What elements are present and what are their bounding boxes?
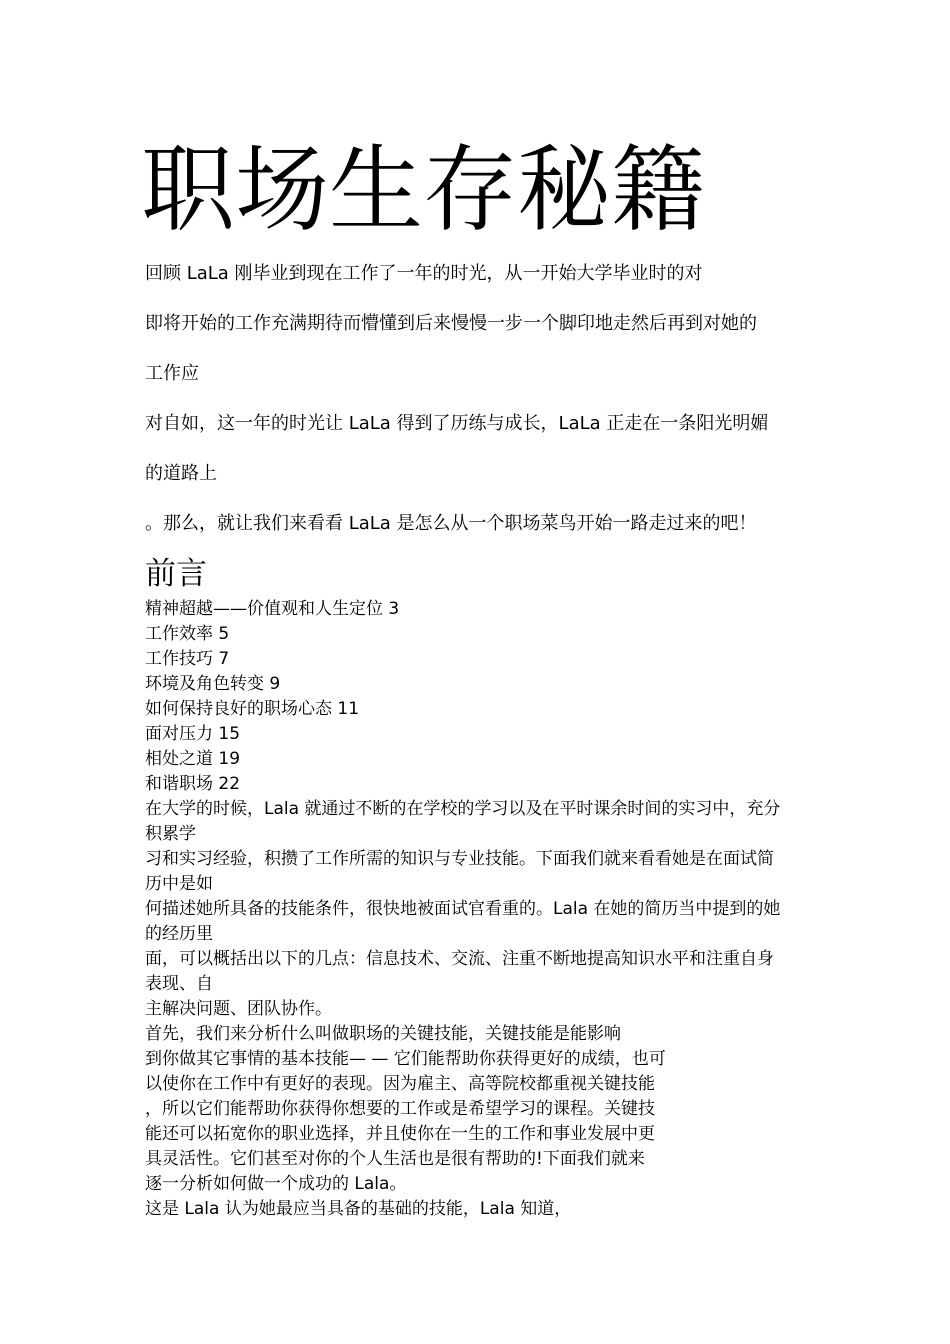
content-body (145, 597, 805, 1222)
body-line: 的经历里 (145, 924, 213, 944)
toc-entry: 工作技巧 7 (145, 649, 230, 669)
body-line: 面，可以概括出以下的几点：信息技术、交流、注重不断地提高知识水平和注重自身 (145, 949, 774, 969)
body-line: 历中是如 (145, 874, 213, 894)
intro-line: 对自如，这一年的时光让 LaLa 得到了历练与成长，LaLa 正走在一条阳光明媚 (145, 413, 769, 434)
toc-entry: 如何保持良好的职场心态 11 (145, 699, 360, 719)
toc-entry: 相处之道 19 (145, 749, 241, 769)
body-line: 表现、自 (145, 974, 213, 994)
toc-entry: 面对压力 15 (145, 724, 241, 744)
toc-entry: 精神超越——价值观和人生定位 3 (145, 599, 400, 619)
preface-heading: 前言 (145, 556, 207, 592)
body-line: 何描述她所具备的技能条件，很快地被面试官看重的。Lala 在她的简历当中提到的她 (145, 899, 781, 919)
body-line: 能还可以拓宽你的职业选择，并且使你在一生的工作和事业发展中更 (145, 1124, 655, 1144)
body-line: 到你做其它事情的基本技能— — 它们能帮助你获得更好的成绩，也可 (145, 1049, 666, 1069)
body-line: 习和实习经验，积攒了工作所需的知识与专业技能。下面我们就来看看她是在面试简 (145, 849, 774, 869)
body-line: ，所以它们能帮助你获得你想要的工作或是希望学习的课程。关键技 (145, 1099, 655, 1119)
intro-line: 的道路上 (145, 463, 217, 484)
body-line: 这是 Lala 认为她最应当具备的基础的技能，Lala 知道， (145, 1199, 572, 1219)
body-line: 主解决问题、团队协作。 (145, 999, 332, 1019)
body-line: 首先，我们来分析什么叫做职场的关键技能，关键技能是能影响 (145, 1024, 621, 1044)
toc-entry: 工作效率 5 (145, 624, 230, 644)
toc-entry: 环境及角色转变 9 (145, 674, 281, 694)
document-title: 职场生存秘籍 (141, 136, 706, 245)
body-line: 具灵活性。它们甚至对你的个人生活也是很有帮助的!下面我们就来 (145, 1149, 645, 1169)
intro-line: 回顾 LaLa 刚毕业到现在工作了一年的时光，从一开始大学毕业时的对 (145, 263, 703, 284)
body-line: 在大学的时候，Lala 就通过不断的在学校的学习以及在平时课余时间的实习中，充分 (145, 799, 781, 819)
body-line: 以使你在工作中有更好的表现。因为雇主、高等院校都重视关键技能 (145, 1074, 655, 1094)
body-line: 积累学 (145, 824, 196, 844)
intro-line: 即将开始的工作充满期待而懵懂到后来慢慢一步一个脚印地走然后再到对她的 (145, 313, 757, 334)
intro-line: 工作应 (145, 363, 199, 384)
body-line: 逐一分析如何做一个成功的 Lala。 (145, 1174, 407, 1194)
intro-line: 。那么，就让我们来看看 LaLa 是怎么从一个职场菜鸟开始一路走过来的吧！ (145, 513, 757, 534)
toc-entry: 和谐职场 22 (145, 774, 241, 794)
